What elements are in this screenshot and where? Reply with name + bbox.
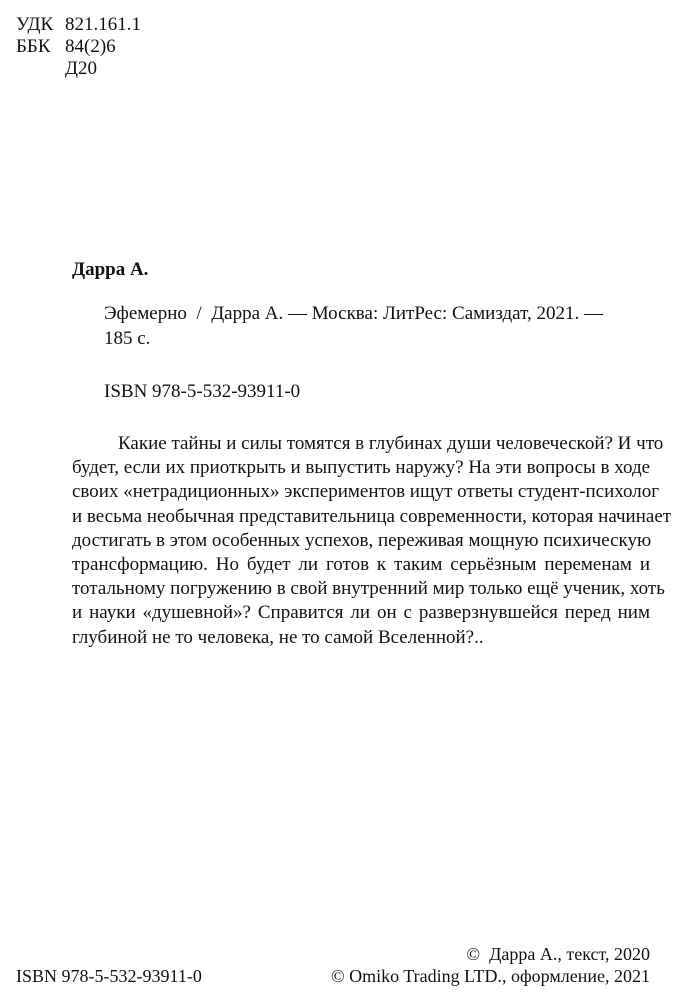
annotation-line: своих «нетрадиционных» экспериментов ищут ответы студент-психолог: [72, 481, 660, 503]
udk-label: УДК: [16, 14, 54, 35]
annotation-line: Какие тайны и силы томятся в глубинах души человеческой? И что: [118, 433, 664, 454]
author-mark: Д20: [65, 58, 97, 79]
isbn: ISBN 978-5-532-93911-0: [104, 381, 301, 402]
annotation-line: и науки «душевной»? Справится ли он с разверзнувшейся перед ним: [72, 602, 650, 624]
bibliographic-line-1: Эфемерно / Дарра А. — Москва: ЛитРес: Самиздат, 2021. —: [104, 303, 603, 324]
udk-value: 821.161.1: [65, 14, 141, 35]
annotation-line: будет, если их приоткрыть и выпустить наружу? На эти вопросы в ходе: [72, 457, 651, 479]
bbk-label: ББК: [16, 36, 51, 57]
annotation-line: тотальному погружению в свой внутренний мир только ещё ученик, хоть: [72, 578, 665, 600]
author-heading: Дарра А.: [72, 259, 149, 280]
udk-row: [0, 14, 300, 36]
annotation-line: глубиной не то человека, не то самой Вселенной?..: [72, 626, 484, 648]
copyright-text: © Дарра А., текст, 2020: [466, 944, 650, 964]
annotation-line: трансформацию. Но будет ли готов к таким серьёзным переменам и: [72, 553, 650, 575]
author-mark-row: [0, 58, 300, 80]
bbk-row: [0, 36, 300, 58]
annotation-line: и весьма необычная представительница современности, которая начинает: [72, 505, 672, 527]
bbk-value: 84(2)6: [65, 36, 116, 57]
annotation-line: достигать в этом особенных успехов, переживая мощную психическую: [72, 529, 652, 551]
footer-isbn: ISBN 978-5-532-93911-0: [16, 966, 202, 986]
copyright-design: © Omiko Trading LTD., оформление, 2021: [330, 966, 650, 986]
annotation: [72, 432, 672, 650]
bibliographic-line-2: 185 с.: [104, 328, 151, 349]
